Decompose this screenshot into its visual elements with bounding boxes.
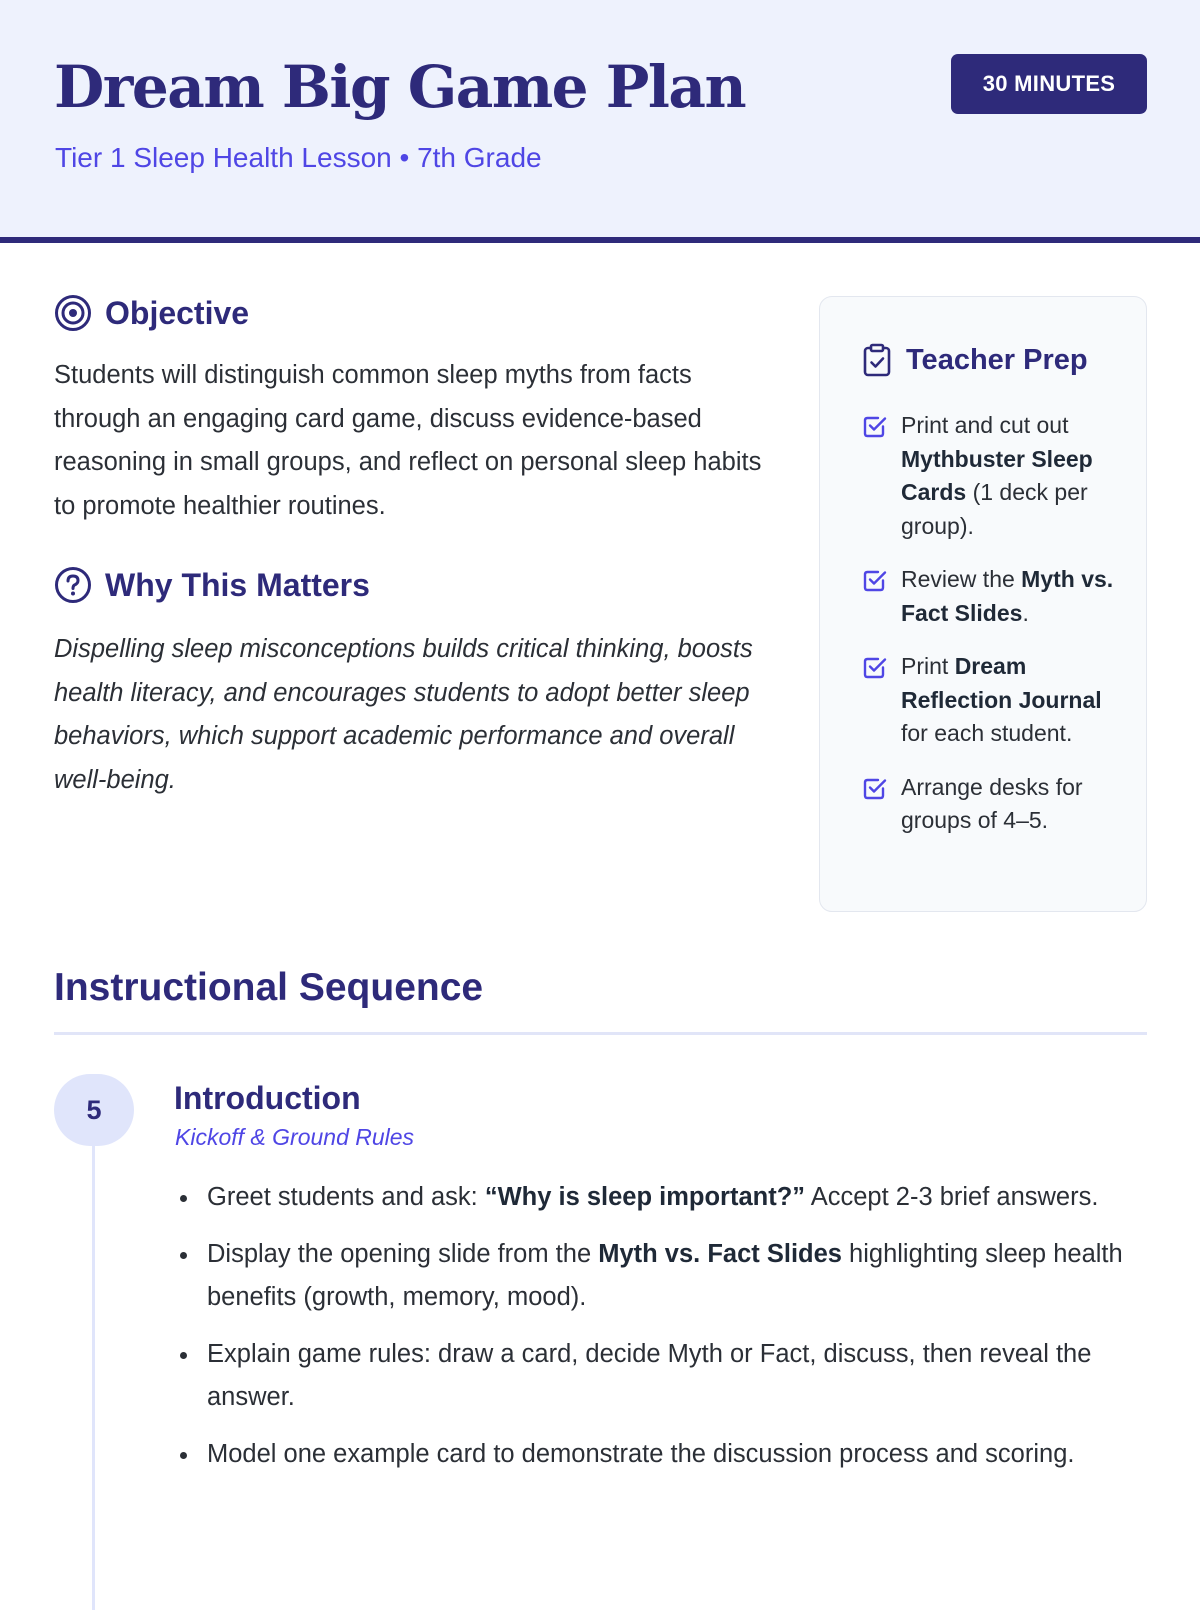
check-square-icon (862, 776, 888, 802)
prep-item-text: Review the Myth vs. Fact Slides. (901, 566, 1114, 626)
check-square-icon (862, 414, 888, 440)
prep-item (862, 563, 1122, 630)
prep-item-text: Print Dream Reflection Journal for each student. (901, 653, 1102, 746)
target-icon (54, 294, 92, 332)
sequence-divider (54, 1032, 1147, 1035)
step-bullet: Display the opening slide from the Myth vs. Fact Slides highlighting sleep health benefits (growth, memory, mood). (207, 1233, 1149, 1320)
teacher-prep-list (862, 409, 1122, 858)
step-title: Introduction (174, 1080, 361, 1116)
objective-heading (54, 294, 249, 332)
objective-title: Objective (105, 294, 250, 331)
step-bullet: Model one example card to demonstrate the discussion process and scoring. (207, 1433, 1149, 1477)
prep-item (862, 409, 1122, 543)
step-subtitle: Kickoff & Ground Rules (175, 1124, 415, 1150)
objective-text: Students will distinguish common sleep myths from facts through an engaging card game, discuss evidence-based reasoning in small groups, and reflect on personal sleep habits to promote healthier routines. (54, 361, 762, 520)
prep-item-text: Arrange desks for groups of 4–5. (901, 773, 1083, 833)
why-heading (54, 566, 370, 604)
clipboard-check-icon (862, 343, 892, 377)
prep-item-text: Print and cut out Mythbuster Sleep Cards (1 deck per group). (901, 412, 1093, 539)
step-minutes-badge: 5 (54, 1074, 134, 1146)
timeline-line (92, 1140, 95, 1610)
duration-badge: 30 MINUTES (951, 54, 1147, 114)
teacher-prep-card (819, 296, 1147, 912)
check-square-icon (862, 655, 888, 681)
lesson-header (0, 0, 1200, 243)
why-title: Why This Matters (105, 566, 370, 603)
teacher-prep-heading (862, 343, 1088, 377)
teacher-prep-title: Teacher Prep (906, 343, 1088, 376)
why-text: Dispelling sleep misconceptions builds critical thinking, boosts health literacy, and encourages students to adopt better sleep behaviors, which support academic performance and overall well-being. (54, 635, 753, 794)
page-subtitle: Tier 1 Sleep Health Lesson • 7th Grade (55, 142, 542, 173)
prep-item (862, 771, 1122, 838)
prep-item (862, 650, 1122, 751)
sequence-heading: Instructional Sequence (54, 966, 484, 1009)
question-circle-icon (54, 566, 92, 604)
step-bullet: Explain game rules: draw a card, decide Myth or Fact, discuss, then reveal the answer. (207, 1333, 1149, 1420)
page-title: Dream Big Game Plan (54, 53, 746, 121)
check-square-icon (862, 568, 888, 594)
step-bullet: Greet students and ask: “Why is sleep important?” Accept 2-3 brief answers. (207, 1176, 1149, 1220)
step-bullet-list (207, 1176, 1149, 1489)
